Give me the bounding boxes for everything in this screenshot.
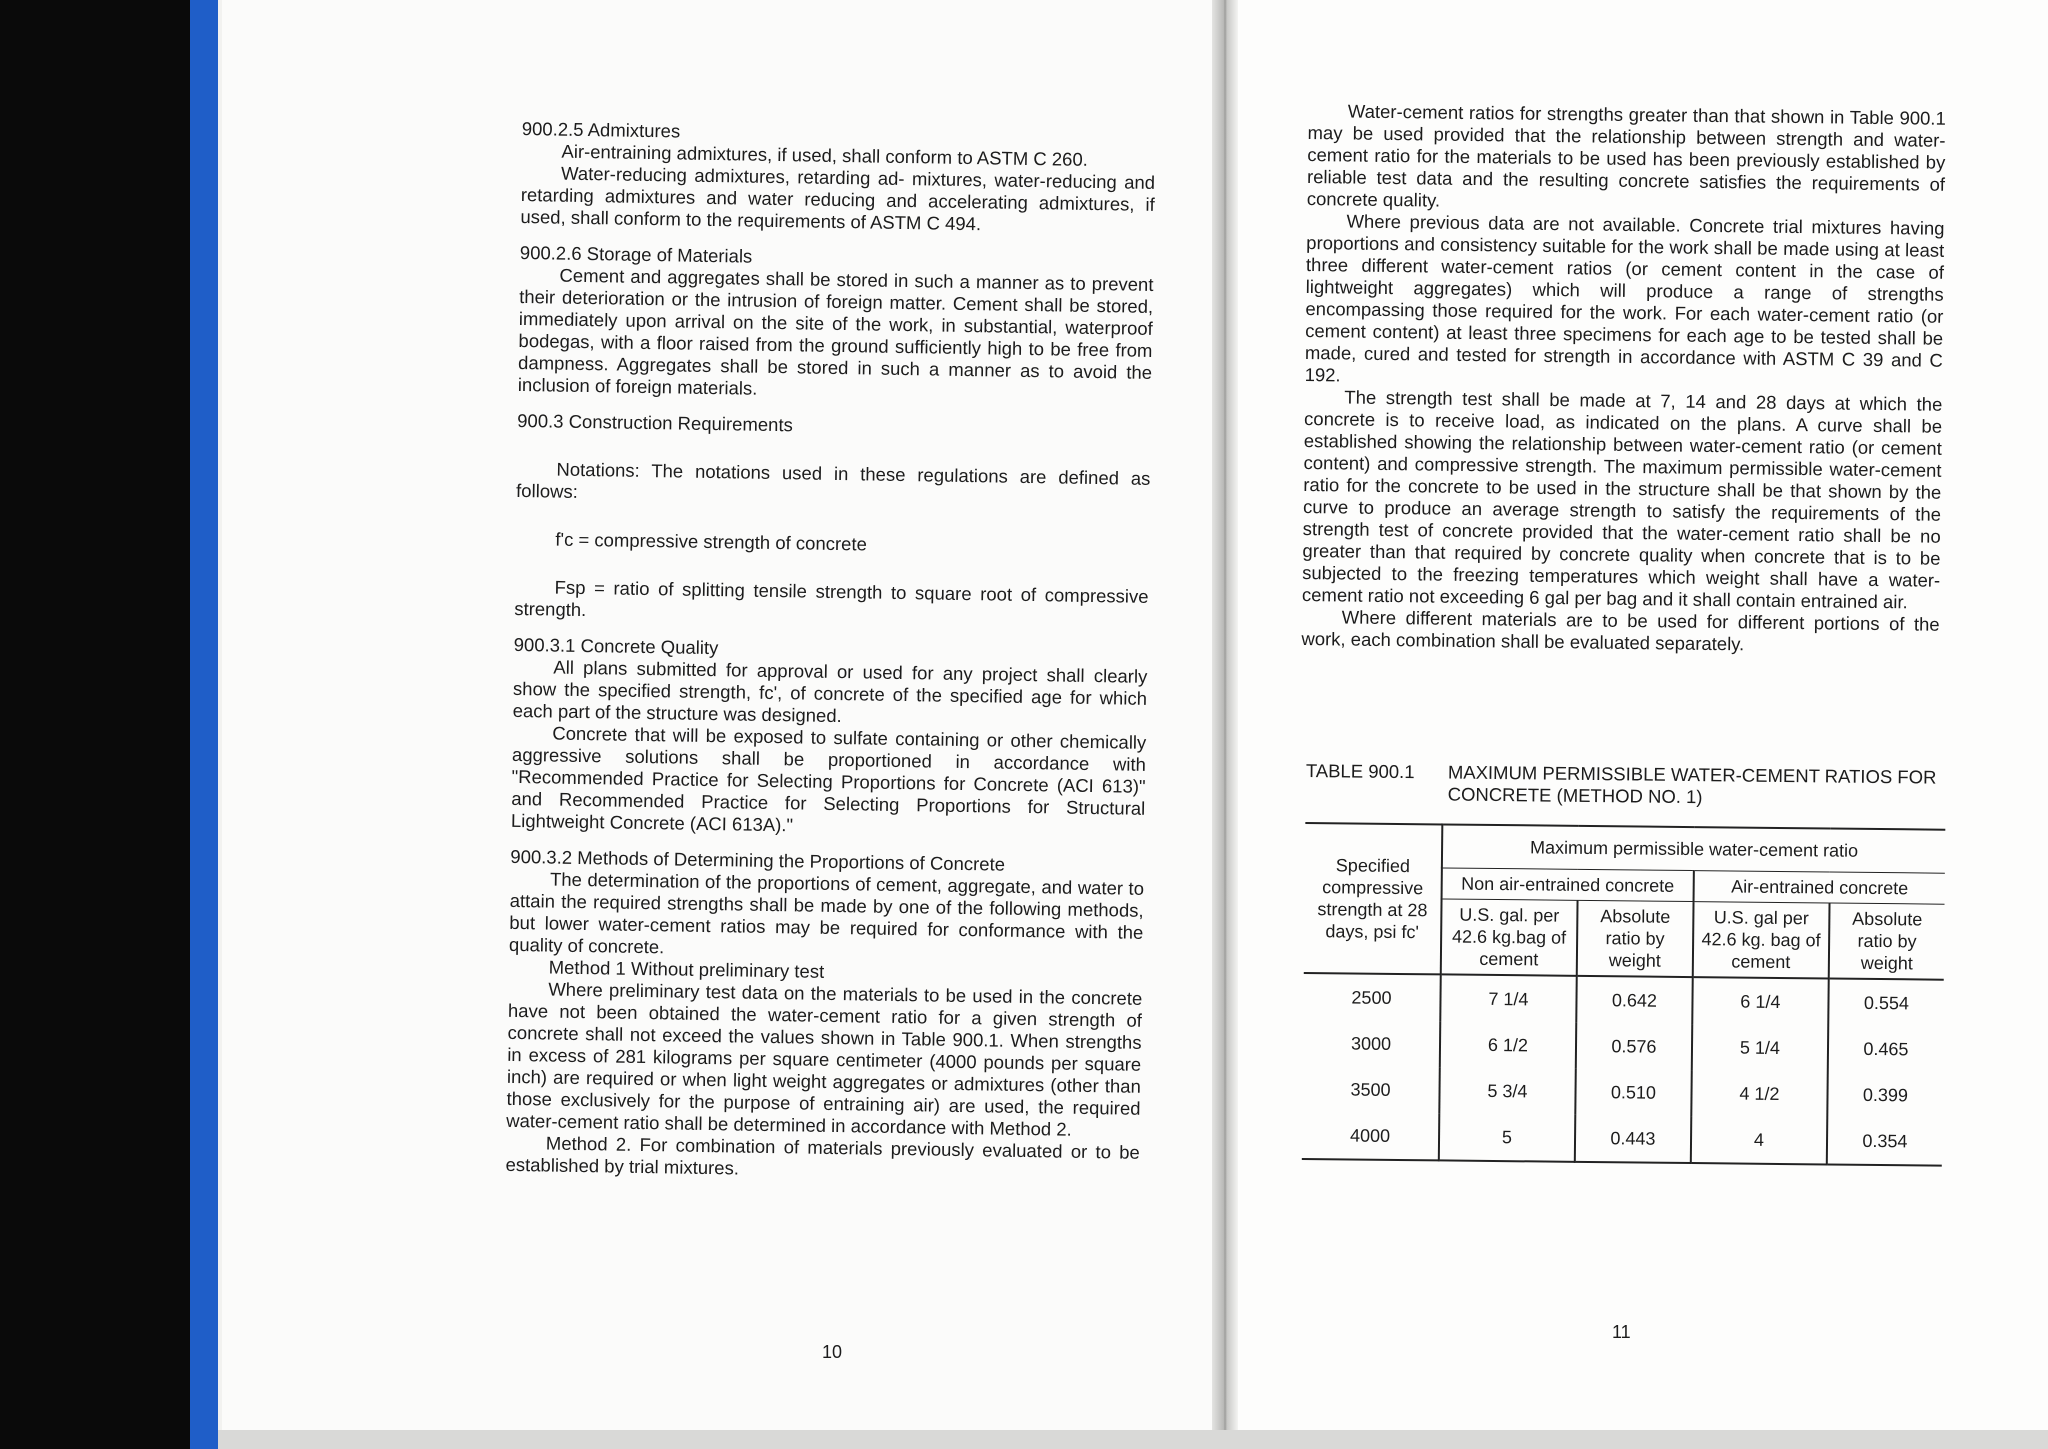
section-heading: 900.3 Construction Requirements bbox=[517, 409, 793, 436]
col-header: Absolute ratio by weight bbox=[1829, 903, 1945, 980]
cell: 0.576 bbox=[1576, 1023, 1693, 1070]
table-row bbox=[1303, 973, 1943, 1027]
stub-header: Specified compressive strength at 28 days, psi fc' bbox=[1304, 823, 1443, 974]
table-title: MAXIMUM PERMISSIBLE WATER-CEMENT RATIOS FOR CONCRETE (METHOD NO. 1) bbox=[1447, 761, 1937, 808]
cell: 4 1/2 bbox=[1691, 1070, 1827, 1117]
col-header: U.S. gal per 42.6 kg. bag of cement bbox=[1693, 902, 1830, 979]
paragraph: Water-cement ratios for strengths greater than that shown in Table 900.1 may be used provided that the relationship between strength and water-cement ratio for the materials to be used has been previously established by reliable test data and the resulting concrete satisfies the requirements of concrete quality. bbox=[1306, 100, 1946, 211]
right-page-text bbox=[1301, 100, 1946, 658]
section-heading: 900.3.2 Methods of Determining the Proportions of Concrete bbox=[510, 845, 1006, 875]
table-row bbox=[1302, 1066, 1942, 1119]
water-cement-table bbox=[1302, 822, 1946, 1167]
col-header: Absolute ratio by weight bbox=[1577, 900, 1694, 977]
method-label: Method 2. For combination of materials previously evaluated or to be established by trial mixtures. bbox=[505, 1132, 1140, 1179]
cell: 7 1/4 bbox=[1440, 974, 1576, 1022]
table-row bbox=[1302, 1112, 1942, 1166]
paragraph: All plans submitted for approval or used for any project shall clearly show the specified strength, fc', of concrete of the specified age for which each part of the structure was designed. bbox=[512, 656, 1148, 727]
cell: 6 1/4 bbox=[1692, 977, 1828, 1025]
cell: 0.554 bbox=[1863, 992, 1910, 1014]
col-header: U.S. gal. per 42.6 kg.bag of cement bbox=[1441, 899, 1578, 976]
cell: 4 bbox=[1691, 1116, 1827, 1164]
section-heading: 900.2.6 Storage of Materials bbox=[519, 241, 753, 267]
cell: 6 1/2 bbox=[1440, 1021, 1576, 1068]
strength-cell: 2500 bbox=[1303, 973, 1440, 1021]
section-heading: 900.3.1 Concrete Quality bbox=[513, 633, 719, 659]
section-heading: 900.2.5 Admixtures bbox=[521, 118, 681, 142]
page-number: 11 bbox=[1612, 1322, 1631, 1342]
method-label: Method 1 Without preliminary test bbox=[548, 956, 825, 982]
cell: 0.399 bbox=[1862, 1084, 1909, 1106]
paragraph: The strength test shall be made at 7, 14 and 28 days at which the concrete is to receive load, as indicated on the plans. A curve shall be established showing the relationship between water-cement ratio (or cement content) and compressive strength. The maximum permissible water-cement ratio for the concrete to be used in the structure shall be that shown by the curve to produce an average strength to satisfy the requirements of the strength test of concrete provided that the water-cement ratio shall be no greater than that required by concrete quality when concrete that is to be subjected to the freezing temperatures which weight shall have a water-cement ratio not exceeding 6 gal per bag and it shall contain entrained air. bbox=[1301, 386, 1943, 613]
cell: 0.443 bbox=[1575, 1115, 1692, 1163]
cell: 5 3/4 bbox=[1439, 1067, 1575, 1114]
paragraph: Where preliminary test data on the materials to be used in the concrete have not been obtained the water-cement ratio for a given strength of concrete shall not exceed the values shown in Table 900.1. When strengths in excess of 281 kilograms per square centimeter (4000 pounds per square inch) are required or when light weight aggregates or admixtures (other than those exclusively for the purpose of entraining air) are used, the required water-cement ratio shall be determined in accordance with Method 2. bbox=[506, 978, 1143, 1140]
subheader-non-air: Non air-entrained concrete bbox=[1442, 868, 1694, 902]
notation-fc: f'c = compressive strength of concrete bbox=[555, 528, 868, 555]
paragraph: Cement and aggregates shall be stored in such a manner as to prevent their deterioration or the intrusion of foreign matter. Cement shall be stored, immediately upon arrival on the site of the work, in substantial, waterproof bodegas, with a floor raised from the ground sufficiently high to be free from dampness. Aggregates shall be stored in such a manner as to avoid the inclusion of foreign materials. bbox=[517, 264, 1154, 399]
paragraph: Concrete that will be exposed to sulfate containing or other chemically aggressive solutions shall be proportioned in accordance with "Recommended Practice for Selecting Proportions for Concrete (ACI 613)" and Recommended Practice for Selecting Proportions for Structural Lightweight Concrete (ACI 613A)." bbox=[510, 722, 1147, 836]
table-900-1 bbox=[1302, 760, 1946, 1167]
paragraph: Water-reducing admixtures, retarding ad- mixtures, water-reducing and retarding admixtures and water reducing and accelerating admixtures, if used, shall conform to the requirements of ASTM C 494. bbox=[520, 162, 1156, 235]
table-caption bbox=[1306, 760, 1946, 811]
strength-cell: 4000 bbox=[1302, 1112, 1439, 1160]
book-gutter bbox=[1212, 0, 1238, 1449]
paragraph: The determination of the proportions of cement, aggregate, and water to attain the required strengths shall be made by one of the following methods, but lower water-cement ratios may be required for conformance with the quality of concrete. bbox=[508, 868, 1145, 958]
cell: 5 bbox=[1439, 1113, 1575, 1161]
cell: 0.510 bbox=[1575, 1069, 1692, 1116]
table-number: TABLE 900.1 bbox=[1305, 760, 1415, 783]
strength-cell: 3500 bbox=[1302, 1066, 1439, 1113]
strength-cell: 3000 bbox=[1303, 1020, 1440, 1067]
group-header: Maximum permissible water-cement ratio bbox=[1442, 824, 1945, 873]
page-number: 10 bbox=[822, 1342, 843, 1362]
cell: 0.354 bbox=[1827, 1117, 1943, 1165]
table-row bbox=[1303, 1020, 1943, 1073]
paragraph: Where different materials are to be used for different portions of the work, each combination shall be evaluated separately. bbox=[1301, 606, 1940, 655]
cell: 0.642 bbox=[1576, 976, 1693, 1024]
cell: 5 1/4 bbox=[1692, 1024, 1828, 1071]
cell: 0.465 bbox=[1863, 1038, 1909, 1060]
paragraph: Where previous data are not available. Concrete trial mixtures having proportions and consistency suitable for the work shall be made using at least three different water-cement ratios (or cement content in the case of lightweight aggregates) which will produce a range of strengths encompassing those required for the work. For each water-cement ratio (or cement content) at least three specimens for each age to be tested shall be made, cured and tested for strength in accordance with ASTM C 39 and C 192. bbox=[1304, 210, 1945, 386]
notation-fsp: Fsp = ratio of splitting tensile strength to square root of compressive strength. bbox=[514, 576, 1149, 621]
page-bottom-shadow bbox=[218, 1430, 2048, 1449]
subheader-air: Air-entrained concrete bbox=[1694, 871, 1945, 905]
paragraph: Notations: The notations used in these regulations are defined as follows: bbox=[515, 458, 1151, 502]
paragraph: Air-entraining admixtures, if used, shall conform to ASTM C 260. bbox=[561, 140, 1089, 170]
left-page-text bbox=[505, 118, 1156, 1186]
